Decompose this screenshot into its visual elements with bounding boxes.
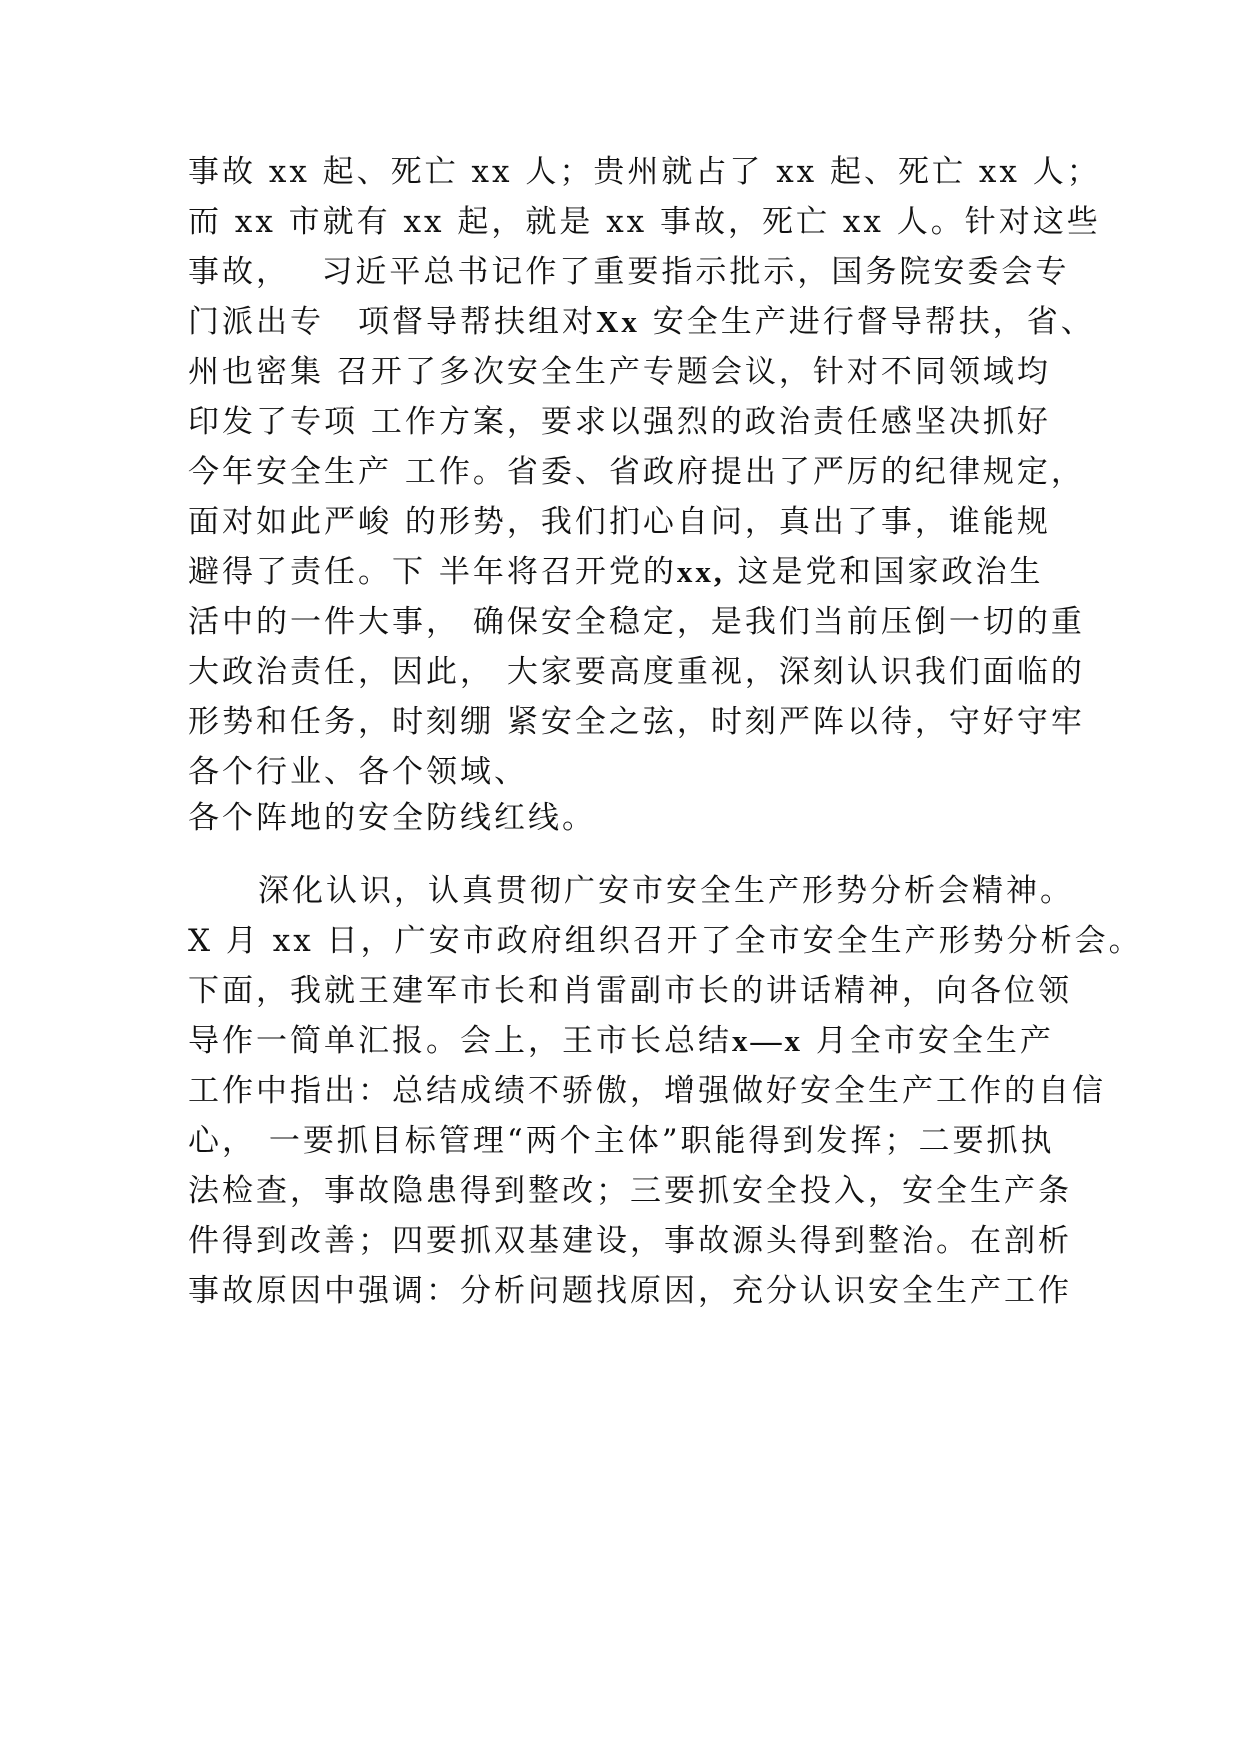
bold-placeholder: x—x: [732, 1023, 803, 1058]
paragraph-1-line-12: 形势和任务，时刻绷 紧安全之弦，时刻严阵以待，守好守牢: [188, 704, 1085, 740]
paragraph-2-line-5: 工作中指出：总结成绩不骄傲，增强做好安全生产工作的自信: [188, 1073, 1106, 1109]
bold-placeholder: xx,: [676, 554, 725, 589]
paragraph-1-line-13: 各个行业、各个领域、: [188, 754, 528, 790]
paragraph-1-line-5: 州也密集 召开了多次安全生产专题会议，针对不同领域均: [188, 354, 1051, 390]
line-text: 安全生产进行督导帮扶，省、: [639, 304, 1095, 340]
paragraph-2-line-4: [188, 1021, 1054, 1061]
paragraph-2-line-2: X 月 xx 日，广安市政府组织召开了全市安全生产形势分析会。: [188, 923, 1143, 959]
paragraph-2-line-9: 事故原因中强调：分析问题找原因，充分认识安全生产工作: [188, 1273, 1072, 1309]
paragraph-1-line-8: 面对如此严峻 的形势，我们扪心自问，真出了事，谁能规: [188, 504, 1051, 540]
bold-placeholder: Xx: [596, 304, 640, 339]
paragraph-1-line-3: 事故， 习近平总书记作了重要指示批示，国务院安委会专: [188, 254, 1070, 290]
line-text: 导作一简单汇报。会上，王市长总结: [188, 1023, 732, 1059]
paragraph-2-line-1: 深化认识，认真贯彻广安市安全生产形势分析会精神。: [258, 873, 1074, 909]
paragraph-1-line-14: 各个阵地的安全防线红线。: [188, 800, 596, 836]
paragraph-1-line-10: 活中的一件大事， 确保安全稳定，是我们当前压倒一切的重: [188, 604, 1085, 640]
paragraph-1-line-11: 大政治责任，因此， 大家要高度重视，深刻认识我们面临的: [188, 654, 1085, 690]
line-text: 避得了责任。下 半年将召开党的: [188, 554, 677, 590]
line-text: 这是党和国家政治生: [724, 554, 1044, 590]
line-text: 月全市安全生产: [803, 1023, 1054, 1059]
paragraph-2-line-7: 法检查，事故隐患得到整改；三要抓安全投入，安全生产条: [188, 1173, 1072, 1209]
paragraph-2-line-8: 件得到改善；四要抓双基建设，事故源头得到整治。在剖析: [188, 1223, 1072, 1259]
paragraph-1-line-2: 而 xx 市就有 xx 起，就是 xx 事故，死亡 xx 人。针对这些: [188, 204, 1101, 240]
paragraph-1-line-7: 今年安全生产 工作。省委、省政府提出了严厉的纪律规定，: [188, 454, 1085, 490]
paragraph-1-line-9: [188, 552, 1043, 592]
paragraph-2-line-6: 心， 一要抓目标管理“两个主体”职能得到发挥；二要抓执: [188, 1123, 1055, 1159]
paragraph-1-line-1: 事故 xx 起、死亡 xx 人；贵州就占了 xx 起、死亡 xx 人；: [188, 154, 1101, 190]
paragraph-1-line-4: [188, 302, 1095, 342]
paragraph-2-line-3: 下面，我就王建军市长和肖雷副市长的讲话精神，向各位领: [188, 973, 1072, 1009]
line-text: 门派出专 项督导帮扶组对: [188, 304, 596, 340]
paragraph-1-line-6: 印发了专项 工作方案，要求以强烈的政治责任感坚决抓好: [188, 404, 1051, 440]
